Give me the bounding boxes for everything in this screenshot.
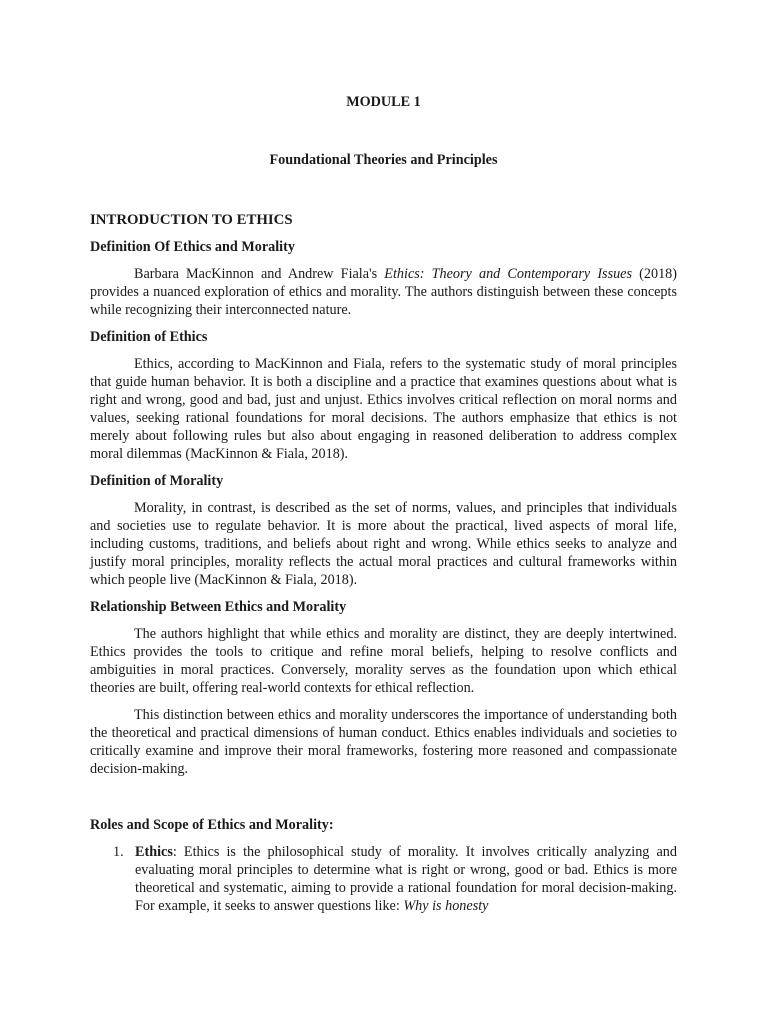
book-title: Ethics: Theory and Contemporary Issues — [384, 266, 633, 282]
section-heading-roles-scope: Roles and Scope of Ethics and Morality: — [90, 817, 334, 833]
module-label: MODULE 1 — [346, 94, 421, 110]
roles-list — [90, 843, 677, 915]
section-heading-relationship: Relationship Between Ethics and Morality — [90, 599, 347, 615]
paragraph-relationship-1: The authors highlight that while ethics and morality are distinct, they are deeply intertwined. Ethics provides the tools to critique and refine moral beliefs, helping to resolve conflicts and ambiguities in moral practices. Conversely, morality serves as the foundation upon which ethical theories are built, offering real-world contexts for ethical reflection. — [90, 626, 677, 696]
section-heading-definition-morality: Definition of Morality — [90, 473, 224, 489]
list-item — [90, 843, 677, 915]
paragraph-ethics-definition: Ethics, according to MacKinnon and Fiala, refers to the systematic study of moral principles that guide human behavior. It is both a discipline and a practice that examines questions about what is right and wrong, good and bad, just and unjust. Ethics involves critical reflection on moral norms and values, seeking rational foundations for moral decisions. The authors emphasize that ethics is not merely about following rules but also about engaging in reasoned deliberation to address complex moral dilemmas (MacKinnon & Fiala, 2018). — [90, 356, 677, 462]
spacer — [90, 787, 677, 816]
paragraph-text: (2018) provides a nuanced exploration of ethics and morality. The authors distinguish between these concepts while recognizing their interconnected nature. — [90, 266, 677, 318]
list-italic-text: Why is honesty — [403, 898, 489, 914]
section-heading-definition-ethics: Definition of Ethics — [90, 329, 208, 345]
list-text: : Ethics is the philosophical study of morality. It involves critically analyzing and evaluating moral principles to determine what is right or wrong, good or bad. Ethics is more theoretical and systematic, aiming to provide a rational foundation for moral decision-making. For example, it seeks to answer questions like: — [135, 844, 677, 914]
intro-heading: INTRODUCTION TO ETHICS — [90, 212, 293, 228]
module-title: Foundational Theories and Principles — [269, 152, 498, 168]
section-heading-definition-ethics-morality: Definition Of Ethics and Morality — [90, 239, 295, 255]
paragraph-book-intro — [90, 265, 677, 319]
paragraph-relationship-2: This distinction between ethics and morality underscores the importance of understanding both the theoretical and practical dimensions of human conduct. Ethics enables individuals and societies to critically examine and improve their moral frameworks, fostering more reasoned and compassionate decision-making. — [90, 707, 677, 777]
document-body — [90, 211, 677, 915]
paragraph-text: Barbara MacKinnon and Andrew Fiala's — [134, 266, 385, 282]
list-number: 1. — [113, 844, 124, 860]
paragraph-morality-definition: Morality, in contrast, is described as the set of norms, values, and principles that individuals and societies use to regulate behavior. It is more about the practical, lived aspects of moral life, including customs, traditions, and beliefs about right and wrong. While ethics seeks to analyze and justify moral principles, morality reflects the actual moral practices and cultural frameworks within which people live (MacKinnon & Fiala, 2018). — [90, 500, 677, 588]
list-term: Ethics — [135, 844, 173, 860]
